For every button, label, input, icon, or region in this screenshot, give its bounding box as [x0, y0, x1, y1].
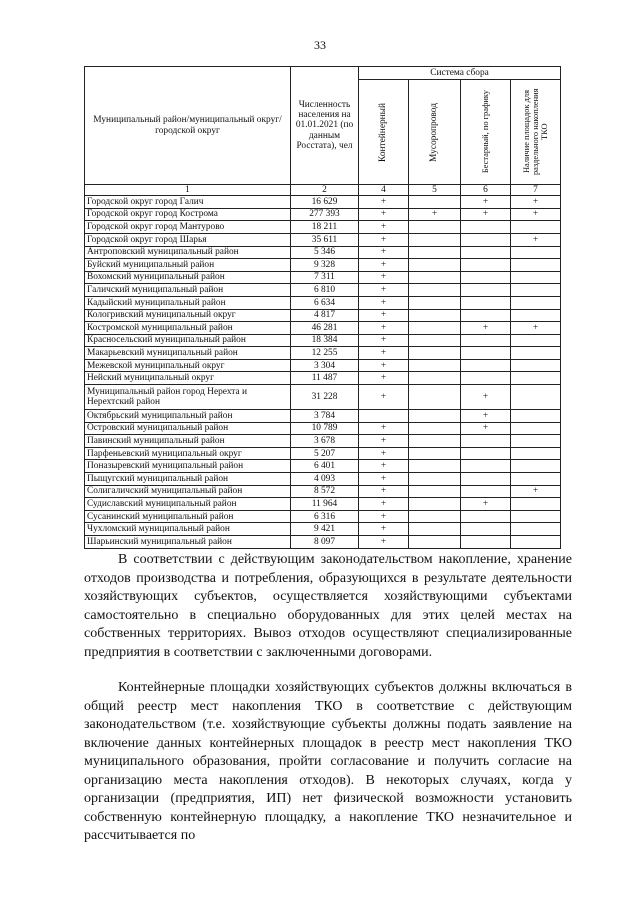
- population-cell: 12 255: [291, 347, 359, 360]
- container-mark-cell: +: [359, 259, 409, 272]
- containerless-mark-cell: +: [461, 196, 511, 209]
- separate-sites-mark-cell: [511, 385, 561, 410]
- container-mark-cell: +: [359, 196, 409, 209]
- container-mark-cell: +: [359, 372, 409, 385]
- containerless-mark-cell: [461, 334, 511, 347]
- container-mark-cell: +: [359, 271, 409, 284]
- header-system-separate-sites: Наличие площадок для раздельного накопления ТКО: [511, 80, 561, 185]
- chute-mark-cell: [409, 498, 461, 511]
- containerless-mark-cell: [461, 296, 511, 309]
- chute-mark-cell: [409, 221, 461, 234]
- municipality-cell: Вохомский муниципальный район: [85, 271, 291, 284]
- separate-sites-mark-cell: [511, 271, 561, 284]
- table-row: [85, 233, 561, 246]
- chute-mark-cell: [409, 385, 461, 410]
- municipality-cell: Макарьевский муниципальный район: [85, 347, 291, 360]
- table-row: [85, 372, 561, 385]
- container-mark-cell: +: [359, 435, 409, 448]
- container-mark-cell: +: [359, 523, 409, 536]
- separate-sites-mark-cell: [511, 460, 561, 473]
- containerless-mark-cell: [461, 259, 511, 272]
- container-mark-cell: +: [359, 322, 409, 335]
- population-cell: 5 207: [291, 447, 359, 460]
- containerless-mark-cell: [461, 246, 511, 259]
- chute-mark-cell: [409, 473, 461, 486]
- table-row: [85, 359, 561, 372]
- population-cell: 8 572: [291, 485, 359, 498]
- population-cell: 6 316: [291, 510, 359, 523]
- chute-mark-cell: [409, 196, 461, 209]
- population-cell: 5 346: [291, 246, 359, 259]
- container-mark-cell: +: [359, 473, 409, 486]
- chute-mark-cell: +: [409, 208, 461, 221]
- container-mark-cell: +: [359, 246, 409, 259]
- table-row: [85, 322, 561, 335]
- separate-sites-mark-cell: +: [511, 322, 561, 335]
- containerless-mark-cell: [461, 473, 511, 486]
- separate-sites-mark-cell: [511, 246, 561, 259]
- chute-mark-cell: [409, 536, 461, 549]
- header-system-containerless: Бестарный, по графику: [461, 80, 511, 185]
- container-mark-cell: [359, 410, 409, 423]
- table-row: [85, 410, 561, 423]
- population-cell: 18 211: [291, 221, 359, 234]
- table-row: [85, 422, 561, 435]
- population-cell: 35 611: [291, 233, 359, 246]
- table-row: [85, 498, 561, 511]
- header-system-chute: Мусоропровод: [409, 80, 461, 185]
- containerless-mark-cell: [461, 359, 511, 372]
- municipality-cell: Парфеньевский муниципальный округ: [85, 447, 291, 460]
- container-mark-cell: +: [359, 233, 409, 246]
- container-mark-cell: +: [359, 347, 409, 360]
- population-cell: 6 634: [291, 296, 359, 309]
- paragraph-text: В соответствии с действующим законодательством накопление, хранение отходов производства и потребления, образующихся в результате деятельности хозяйствующих субъектов, осуществляется хозяйствующими субъектами самостоятельно в специально оборудованных для этих целей местах на собственных территориях. Вывоз отходов осуществляют специализированные предприятия в соответствии с заключенными договорами.: [84, 552, 572, 660]
- municipality-cell: Буйский муниципальный район: [85, 259, 291, 272]
- container-mark-cell: +: [359, 498, 409, 511]
- chute-mark-cell: [409, 485, 461, 498]
- separate-sites-mark-cell: [511, 259, 561, 272]
- table-row: [85, 309, 561, 322]
- container-mark-cell: +: [359, 309, 409, 322]
- container-mark-cell: +: [359, 485, 409, 498]
- population-cell: 6 810: [291, 284, 359, 297]
- municipality-cell: Городской округ город Мантурово: [85, 221, 291, 234]
- collection-system-table: [84, 66, 561, 549]
- containerless-mark-cell: +: [461, 422, 511, 435]
- separate-sites-mark-cell: [511, 523, 561, 536]
- population-cell: 18 384: [291, 334, 359, 347]
- container-mark-cell: +: [359, 422, 409, 435]
- separate-sites-mark-cell: [511, 410, 561, 423]
- containerless-mark-cell: +: [461, 322, 511, 335]
- chute-mark-cell: [409, 359, 461, 372]
- table-row: [85, 523, 561, 536]
- population-cell: 6 401: [291, 460, 359, 473]
- separate-sites-mark-cell: +: [511, 233, 561, 246]
- population-cell: 277 393: [291, 208, 359, 221]
- table-row: [85, 510, 561, 523]
- municipality-cell: Костромской муниципальный район: [85, 322, 291, 335]
- containerless-mark-cell: [461, 284, 511, 297]
- chute-mark-cell: [409, 284, 461, 297]
- container-mark-cell: +: [359, 536, 409, 549]
- column-number: 7: [511, 185, 561, 196]
- container-mark-cell: +: [359, 334, 409, 347]
- header-system-container: Контейнерный: [359, 80, 409, 185]
- table-row: [85, 536, 561, 549]
- population-cell: 9 328: [291, 259, 359, 272]
- container-mark-cell: +: [359, 221, 409, 234]
- separate-sites-mark-cell: +: [511, 485, 561, 498]
- containerless-mark-cell: +: [461, 410, 511, 423]
- table-row: [85, 485, 561, 498]
- table-body: [85, 196, 561, 548]
- table-row: [85, 385, 561, 410]
- page-number: 33: [314, 38, 326, 52]
- paragraph-1: [84, 551, 572, 662]
- column-number: 2: [291, 185, 359, 196]
- municipality-cell: Пыщугский муниципальный район: [85, 473, 291, 486]
- separate-sites-mark-cell: [511, 221, 561, 234]
- municipality-cell: Шарьинский муниципальный район: [85, 536, 291, 549]
- separate-sites-mark-cell: [511, 347, 561, 360]
- table-row: [85, 284, 561, 297]
- municipality-cell: Галичский муниципальный район: [85, 284, 291, 297]
- column-number: 1: [85, 185, 291, 196]
- municipality-cell: Городской округ город Шарья: [85, 233, 291, 246]
- population-cell: 11 487: [291, 372, 359, 385]
- table-row: [85, 435, 561, 448]
- municipality-cell: Сусанинский муниципальный район: [85, 510, 291, 523]
- population-cell: 3 784: [291, 410, 359, 423]
- separate-sites-mark-cell: [511, 422, 561, 435]
- table-row: [85, 271, 561, 284]
- population-cell: 10 789: [291, 422, 359, 435]
- table-row: [85, 208, 561, 221]
- containerless-mark-cell: [461, 221, 511, 234]
- chute-mark-cell: [409, 523, 461, 536]
- containerless-mark-cell: [461, 536, 511, 549]
- container-mark-cell: +: [359, 447, 409, 460]
- separate-sites-mark-cell: +: [511, 196, 561, 209]
- municipality-cell: Кологривский муниципальный округ: [85, 309, 291, 322]
- container-mark-cell: +: [359, 359, 409, 372]
- separate-sites-mark-cell: [511, 284, 561, 297]
- containerless-mark-cell: [461, 347, 511, 360]
- population-cell: 3 678: [291, 435, 359, 448]
- column-number: 4: [359, 185, 409, 196]
- population-cell: 3 304: [291, 359, 359, 372]
- separate-sites-mark-cell: [511, 372, 561, 385]
- table-row: [85, 259, 561, 272]
- chute-mark-cell: [409, 410, 461, 423]
- table-row: [85, 347, 561, 360]
- municipality-cell: Городской округ город Галич: [85, 196, 291, 209]
- separate-sites-mark-cell: [511, 473, 561, 486]
- population-cell: 4 093: [291, 473, 359, 486]
- separate-sites-mark-cell: [511, 447, 561, 460]
- separate-sites-mark-cell: [511, 435, 561, 448]
- chute-mark-cell: [409, 347, 461, 360]
- population-cell: 31 228: [291, 385, 359, 410]
- population-cell: 7 311: [291, 271, 359, 284]
- separate-sites-mark-cell: [511, 510, 561, 523]
- header-municipality: Муниципальный район/муниципальный округ/ городской округ: [85, 67, 291, 185]
- municipality-cell: Октябрьский муниципальный район: [85, 410, 291, 423]
- table-row: [85, 460, 561, 473]
- containerless-mark-cell: [461, 485, 511, 498]
- municipality-cell: Поназыревский муниципальный район: [85, 460, 291, 473]
- containerless-mark-cell: [461, 447, 511, 460]
- chute-mark-cell: [409, 447, 461, 460]
- population-cell: 16 629: [291, 196, 359, 209]
- containerless-mark-cell: [461, 372, 511, 385]
- chute-mark-cell: [409, 422, 461, 435]
- containerless-mark-cell: [461, 510, 511, 523]
- table-row: [85, 334, 561, 347]
- chute-mark-cell: [409, 271, 461, 284]
- containerless-mark-cell: [461, 435, 511, 448]
- containerless-mark-cell: +: [461, 385, 511, 410]
- municipality-cell: Судиславский муниципальный район: [85, 498, 291, 511]
- chute-mark-cell: [409, 309, 461, 322]
- containerless-mark-cell: [461, 309, 511, 322]
- column-numbers-row: [85, 185, 561, 196]
- table-row: [85, 447, 561, 460]
- chute-mark-cell: [409, 296, 461, 309]
- municipality-cell: Муниципальный район город Нерехта и Нерехтский район: [85, 385, 291, 410]
- containerless-mark-cell: [461, 523, 511, 536]
- column-number: 5: [409, 185, 461, 196]
- separate-sites-mark-cell: +: [511, 208, 561, 221]
- header-system-group: Система сбора: [359, 67, 561, 80]
- separate-sites-mark-cell: [511, 296, 561, 309]
- containerless-mark-cell: +: [461, 208, 511, 221]
- separate-sites-mark-cell: [511, 498, 561, 511]
- paragraph-text: Контейнерные площадки хозяйствующих субъектов должны включаться в общий реестр мест накопления ТКО в соответствие с действующим законодательством (т.е. хозяйствующие субъекты должны подать заявление на включение данных контейнерных площадок в реестр мест накопления ТКО муниципального образования, пройти согласование и получить согласие на организацию места накопления отходов). В некоторых случаях, когда у организации (предприятия, ИП) нет физической возможности установить собственную контейнерную площадку, а накопление ТКО незначительное и рассчитывается по: [84, 680, 572, 843]
- population-cell: 4 817: [291, 309, 359, 322]
- separate-sites-mark-cell: [511, 359, 561, 372]
- chute-mark-cell: [409, 435, 461, 448]
- separate-sites-mark-cell: [511, 536, 561, 549]
- table-row: [85, 196, 561, 209]
- municipality-cell: Антроповский муниципальный район: [85, 246, 291, 259]
- municipality-cell: Островский муниципальный район: [85, 422, 291, 435]
- chute-mark-cell: [409, 246, 461, 259]
- column-number: 6: [461, 185, 511, 196]
- table-row: [85, 296, 561, 309]
- population-cell: 9 421: [291, 523, 359, 536]
- container-mark-cell: +: [359, 284, 409, 297]
- chute-mark-cell: [409, 233, 461, 246]
- chute-mark-cell: [409, 372, 461, 385]
- separate-sites-mark-cell: [511, 334, 561, 347]
- population-cell: 8 097: [291, 536, 359, 549]
- municipality-cell: Чухломский муниципальный район: [85, 523, 291, 536]
- municipality-cell: Нейский муниципальный округ: [85, 372, 291, 385]
- container-mark-cell: +: [359, 385, 409, 410]
- container-mark-cell: +: [359, 296, 409, 309]
- population-cell: 46 281: [291, 322, 359, 335]
- chute-mark-cell: [409, 460, 461, 473]
- table-row: [85, 246, 561, 259]
- municipality-cell: Городской округ город Кострома: [85, 208, 291, 221]
- paragraph-2: [84, 679, 572, 846]
- table-row: [85, 221, 561, 234]
- container-mark-cell: +: [359, 510, 409, 523]
- chute-mark-cell: [409, 334, 461, 347]
- chute-mark-cell: [409, 259, 461, 272]
- municipality-cell: Красносельский муниципальный район: [85, 334, 291, 347]
- municipality-cell: Кадыйский муниципальный район: [85, 296, 291, 309]
- municipality-cell: Павинский муниципальный район: [85, 435, 291, 448]
- chute-mark-cell: [409, 322, 461, 335]
- containerless-mark-cell: [461, 233, 511, 246]
- municipality-cell: Межевской муниципальный округ: [85, 359, 291, 372]
- header-population: Численность населения на 01.01.2021 (по данным Росстата), чел: [291, 67, 359, 185]
- container-mark-cell: +: [359, 460, 409, 473]
- containerless-mark-cell: +: [461, 498, 511, 511]
- table-row: [85, 473, 561, 486]
- separate-sites-mark-cell: [511, 309, 561, 322]
- containerless-mark-cell: [461, 271, 511, 284]
- population-cell: 11 964: [291, 498, 359, 511]
- chute-mark-cell: [409, 510, 461, 523]
- container-mark-cell: +: [359, 208, 409, 221]
- containerless-mark-cell: [461, 460, 511, 473]
- municipality-cell: Солигаличский муниципальный район: [85, 485, 291, 498]
